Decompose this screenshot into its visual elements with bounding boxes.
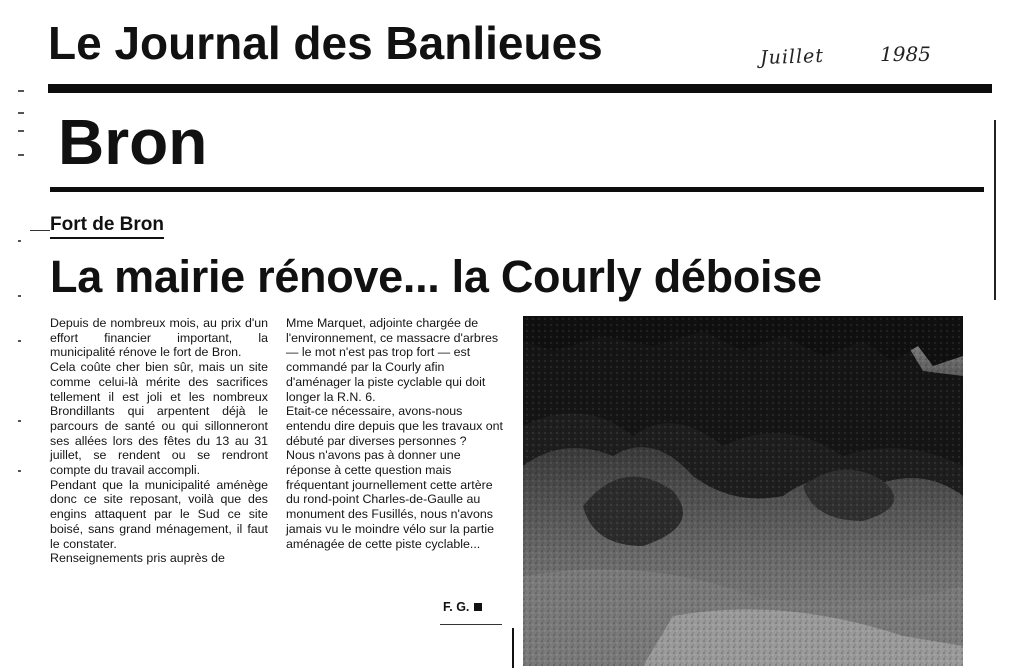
paragraph: Cela coûte cher bien sûr, mais un site comme celui-là mérite des sacrifices tellement il est joli et les nombreux Brondillants qui arpentent déjà le parcours de santé ou qui sillonneront ses allées lors des fêtes du 13 au 31 juillet, se rendent ou se rendront compte du travail accompli. [50, 360, 268, 478]
scan-margin-marks [18, 90, 30, 650]
photo-cleared-trees-image [523, 316, 963, 666]
paragraph: Nous n'avons pas à donner une réponse à cette question mais fréquentant journellement cette artère du rond-point Charles-de-Gaulle au monument des Fusillés, nous n'avons jamais vu le moindre vélo sur la partie aménagée de cette piste cyclable... [286, 448, 494, 551]
handwritten-year: 1985 [880, 42, 931, 66]
article-column-2 [286, 316, 508, 551]
masthead-rule [48, 84, 992, 93]
paragraph: Renseignements pris auprès de [50, 551, 225, 566]
kicker-dash [30, 230, 50, 231]
paragraph: Mme Marquet, adjointe chargée de l'environnement, ce massacre d'arbres — le mot n'est pas trop fort — est commandé par la Courly afin d'aménager la piste cyclable qui doit longer la R.N. 6. [286, 316, 499, 404]
article-photo [523, 316, 963, 666]
section-city-title: Bron [58, 106, 208, 178]
column-divider-horizontal [440, 624, 502, 625]
section-rule [50, 187, 984, 192]
signature-text: F. G. [443, 600, 470, 614]
article-headline: La mairie rénove... la Courly déboise [50, 251, 822, 302]
article-signature [443, 600, 482, 614]
column-divider-vertical [512, 628, 514, 668]
paragraph: Pendant que la municipalité aménège donc ce site reposant, voilà que des engins attaquent par le Sud ce site boisé, sans grand ménagement, il faut le constater. [50, 477, 268, 551]
article-kicker: Fort de Bron [50, 214, 164, 239]
handwritten-month: Juillet [759, 44, 825, 70]
paragraph: Etait-ce nécessaire, avons-nous entendu dire depuis que les travaux ont débuté par diverses personnes ? [286, 404, 503, 448]
masthead-title: Le Journal des Banlieues [48, 17, 603, 69]
paragraph: Depuis de nombreux mois, au prix d'un effort financier important, la municipalité rénove le fort de Bron. [50, 316, 268, 360]
right-border-line [994, 120, 996, 300]
end-square-icon [474, 603, 482, 611]
article-column-1 [50, 316, 268, 566]
